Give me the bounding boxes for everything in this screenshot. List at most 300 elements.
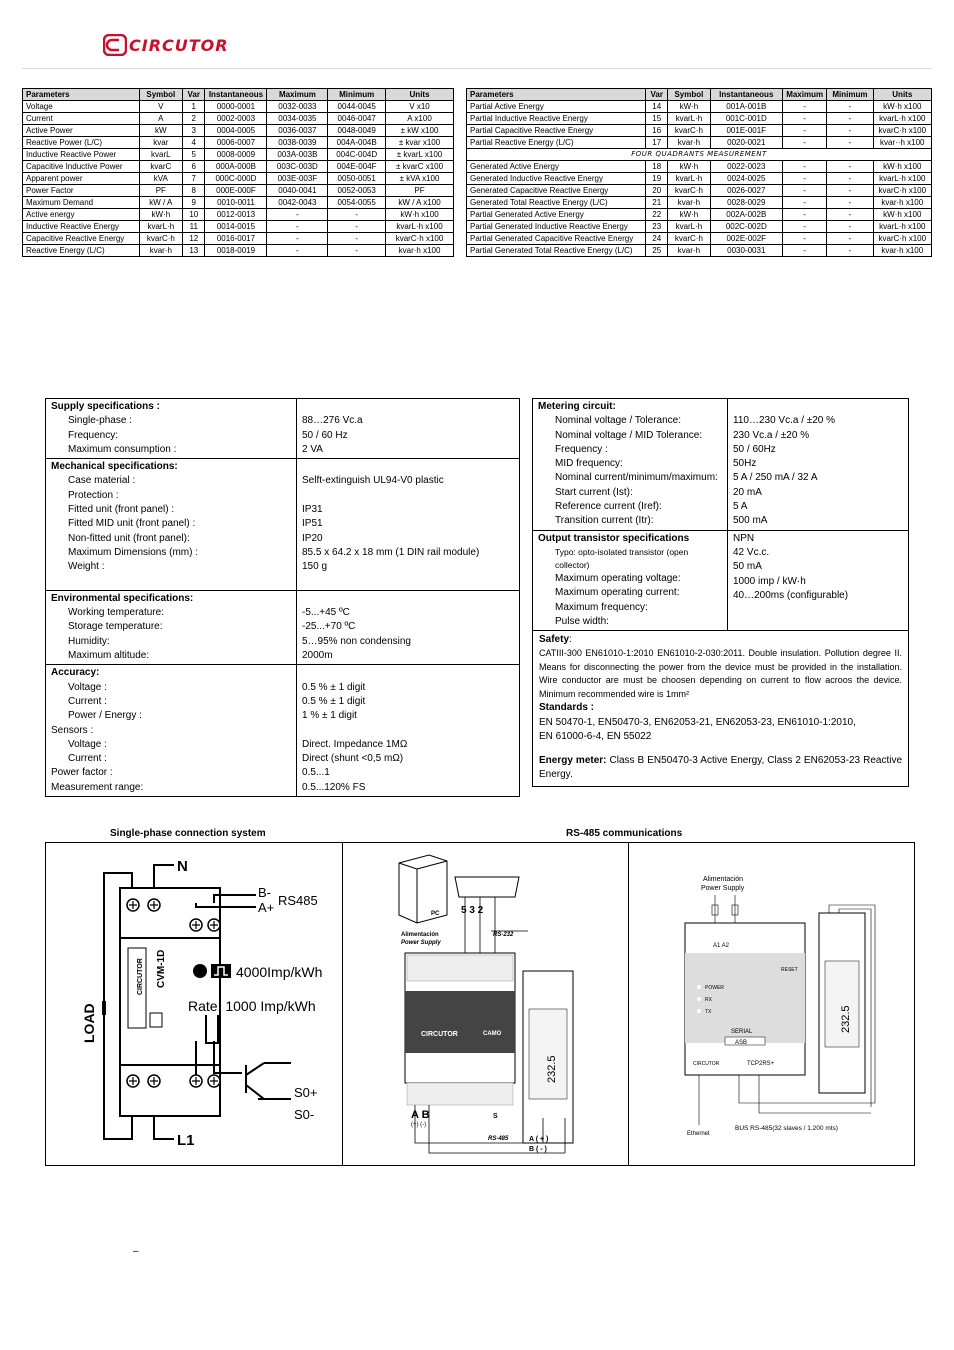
table-cell: A	[139, 113, 183, 125]
spec-value: 20 mA	[733, 486, 762, 498]
table-cell: Partial Reactive Energy (L/C)	[467, 137, 646, 149]
tcp-meter-reading: 232.5	[840, 1005, 852, 1033]
column-header: Minimum	[827, 89, 873, 101]
a-plus-label: A+	[258, 900, 275, 915]
table-cell: Active Power	[23, 125, 140, 137]
table-row	[467, 137, 932, 149]
tcp-model-label: TCP2RS+	[747, 1061, 775, 1067]
table-cell: -	[827, 137, 873, 149]
table-cell: kW / A	[139, 197, 183, 209]
table-cell: Partial Active Energy	[467, 101, 646, 113]
spec-value: 40…200ms (configurable)	[733, 589, 849, 601]
table-cell: 8	[183, 185, 205, 197]
table-row	[23, 161, 454, 173]
table-cell: -	[783, 137, 827, 149]
table-cell: ± kvarC x100	[386, 161, 454, 173]
table-cell: 0034-0035	[267, 113, 328, 125]
spec-labels	[46, 591, 296, 664]
table-cell: kW / A x100	[386, 197, 454, 209]
table-cell: 004C-004D	[328, 149, 386, 161]
spec-label: Nominal voltage / Tolerance:	[555, 415, 681, 427]
spec-value: 0.5...1	[302, 767, 330, 779]
column-header: Instantaneous	[710, 89, 782, 101]
safety-standards-section: Safety: CATIII-300 EN61010-1:2010 EN61010-2-030:2011. Double insulation. Pollution degree II. Means for disconnecting the power from the device must be provided in the installation. Wire conductor are must be choosen depending on current to flow acroos the device. Minimum recommended wire is 1mm² Standards : EN 50470-1, EN50470-3, EN62053-21, EN62053-23, EN61010-1:2010, EN 61000-6-4, EN 55022 Energy meter: Class B EN50470-3 Active Energy, Class 2 EN62053-23 Reactive Energy.	[539, 634, 903, 781]
table-row	[467, 101, 932, 113]
connection-diagrams	[45, 842, 915, 1166]
table-row	[23, 125, 454, 137]
table-cell: 3	[183, 125, 205, 137]
db9-pins-label: 5 3 2	[461, 905, 484, 916]
table-cell: -	[783, 125, 827, 137]
spec-label: Case material :	[68, 475, 136, 487]
column-header: Var	[646, 89, 668, 101]
meter-reading: 232.5	[546, 1055, 558, 1083]
table-cell: kW	[139, 125, 183, 137]
table-row	[23, 209, 454, 221]
table-cell: Maximum Demand	[23, 197, 140, 209]
spec-value: 5 A	[733, 501, 748, 513]
table-cell: 4	[183, 137, 205, 149]
table-row	[23, 221, 454, 233]
specifications-box-right	[532, 398, 909, 787]
table-cell: 003E-003F	[267, 173, 328, 185]
table-cell: -	[783, 161, 827, 173]
table-cell: 14	[646, 101, 668, 113]
table-cell: 2	[183, 113, 205, 125]
spec-label: Typo: opto-isolated transistor (open collector)	[555, 546, 689, 570]
table-cell: kvar·h	[668, 197, 710, 209]
imp-kwh-label: 4000Imp/kWh	[236, 964, 323, 980]
table-cell: 000A-000B	[205, 161, 267, 173]
table-cell: 15	[646, 113, 668, 125]
table-row	[467, 185, 932, 197]
spec-values	[296, 591, 519, 664]
ab-polarity-label: (+) (-)	[411, 1122, 427, 1128]
spec-label: Single-phase :	[68, 415, 132, 427]
table-cell: Partial Generated Total Reactive Energy (L/C)	[467, 245, 646, 257]
spec-value: 42 Vc.c.	[733, 546, 770, 558]
table-cell: Reactive Energy (L/C)	[23, 245, 140, 257]
spec-label: Start current (Ist):	[555, 486, 633, 498]
spec-values	[296, 665, 519, 796]
table-cell: 0044-0045	[328, 101, 386, 113]
metering-circuit-section	[533, 399, 908, 531]
spec-value: Direct (shunt <0,5 mΩ)	[302, 753, 404, 765]
header-divider	[22, 68, 932, 69]
table-cell: -	[783, 209, 827, 221]
column-header: Parameters	[23, 89, 140, 101]
footer-mark: –	[133, 1246, 139, 1257]
spec-label: MID frequency:	[555, 458, 623, 470]
table-cell: Apparent power	[23, 173, 140, 185]
supply-en-label: Power Supply	[401, 940, 441, 946]
standards-title: Standards :	[539, 702, 595, 714]
table-cell: kvarC·h	[668, 185, 710, 197]
ethernet-label: Ethernet	[687, 1131, 710, 1137]
spec-value: -5...+45 ºC	[302, 607, 350, 619]
table-cell: 7	[183, 173, 205, 185]
table-cell: -	[827, 245, 873, 257]
table-cell: -	[783, 233, 827, 245]
s-terminal-label: S	[493, 1113, 498, 1120]
table-row	[23, 245, 454, 257]
spec-value: IP20	[302, 532, 323, 544]
power-led-label: POWER	[705, 985, 724, 991]
asb-label: ASB	[735, 1040, 748, 1046]
load-symbol	[102, 1001, 106, 1015]
spec-value: 150 g	[302, 561, 328, 573]
spec-value: 0.5 % ± 1 digit	[302, 681, 366, 693]
rs485-bus-label: RS-485	[488, 1136, 509, 1142]
spec-value: NPN	[733, 532, 755, 544]
spec-value: 110…230 Vc.a / ±20 %	[733, 415, 836, 427]
spec-value: 2000m	[302, 650, 333, 662]
table-cell: -	[328, 233, 386, 245]
table-row	[23, 197, 454, 209]
table-cell: -	[267, 209, 328, 221]
table-cell: Generated Capacitive Reactive Energy	[467, 185, 646, 197]
table-cell: 24	[646, 233, 668, 245]
spec-section-title: Mechanical specifications:	[51, 461, 178, 473]
table-cell: 18	[646, 161, 668, 173]
table-cell: -	[827, 221, 873, 233]
table-row	[23, 173, 454, 185]
spec-values	[296, 459, 519, 590]
table-cell: 002C-002D	[710, 221, 782, 233]
table-cell: 0018-0019	[205, 245, 267, 257]
table-cell: kvarL·h	[139, 221, 183, 233]
rs232-label: RS-232	[493, 932, 514, 938]
spec-values	[296, 399, 519, 458]
table-cell: kW·h x100	[873, 101, 931, 113]
spec-label: Maximum altitude:	[68, 650, 150, 662]
table-cell: 12	[183, 233, 205, 245]
table-cell: 11	[183, 221, 205, 233]
table-cell: 0024-0025	[710, 173, 782, 185]
spec-value: IP31	[302, 504, 323, 516]
section-row	[467, 149, 932, 161]
spec-label: Transition current (Itr):	[555, 515, 654, 527]
spec-label: Fitted MID unit (front panel) :	[68, 518, 196, 530]
rs485-bus-capacity-label: BUS RS-485(32 slaves / 1.200 mts)	[735, 1125, 838, 1132]
table-cell: 0016-0017	[205, 233, 267, 245]
table-cell: 002A-002B	[710, 209, 782, 221]
table-cell: 0008-0009	[205, 149, 267, 161]
table-cell: Capacitive Inductive Power	[23, 161, 140, 173]
specifications-box-left	[45, 398, 520, 797]
table-cell: 19	[646, 173, 668, 185]
table-cell: ± kvar x100	[386, 137, 454, 149]
table-cell: -	[827, 185, 873, 197]
table-cell: 0020-0021	[710, 137, 782, 149]
table-cell: 0046-0047	[328, 113, 386, 125]
table-row	[23, 185, 454, 197]
spec-section-accuracy	[46, 665, 519, 796]
spec-label: Fitted unit (front panel) :	[68, 504, 175, 516]
table-cell: 0004-0005	[205, 125, 267, 137]
table-cell: PF	[386, 185, 454, 197]
spec-label: Sensors :	[51, 724, 94, 736]
spec-value: 5…95% non condensing	[302, 635, 411, 647]
pc-icon	[399, 855, 447, 923]
table-cell: ± kW x100	[386, 125, 454, 137]
table-cell: Partial Generated Active Energy	[467, 209, 646, 221]
table-cell: kvar·h	[668, 245, 710, 257]
spec-value: 2 VA	[302, 443, 323, 455]
table-cell: -	[267, 245, 328, 257]
table-cell: Active energy	[23, 209, 140, 221]
table-cell: kvarC·h x100	[873, 185, 931, 197]
table-cell: -	[783, 101, 827, 113]
table-cell: 0022-0023	[710, 161, 782, 173]
table-cell: -	[783, 173, 827, 185]
table-cell: kvarL·h x100	[386, 221, 454, 233]
spec-label	[51, 575, 291, 589]
table-cell: -	[328, 221, 386, 233]
spec-labels	[533, 531, 727, 630]
table-cell: kvarL·h x100	[873, 221, 931, 233]
logo-wordmark: CIRCUTOR	[129, 36, 229, 55]
ab-terminal-label: A B	[411, 1109, 430, 1121]
spec-section-title: Metering circuit:	[538, 401, 616, 412]
spec-label: Weight :	[68, 561, 105, 573]
s0-minus-label: S0-	[294, 1107, 315, 1122]
table-cell: 0050-0051	[328, 173, 386, 185]
b-minus-bus-label: B ( - )	[529, 1146, 547, 1153]
spec-label: Current :	[68, 695, 107, 707]
table-cell: 23	[646, 221, 668, 233]
pc-label: PC	[431, 911, 440, 917]
spec-label: Current :	[68, 753, 107, 765]
spec-value: 85.5 x 64.2 x 18 mm (1 DIN rail module)	[302, 546, 480, 558]
n-label: N	[177, 858, 188, 875]
converter-brand-label: CIRCUTOR	[421, 1031, 458, 1038]
table-cell: -	[827, 233, 873, 245]
spec-label: Non-fitted unit (front panel):	[68, 532, 190, 544]
circutor-logo	[103, 32, 228, 60]
tcp2rs-converter-diagram	[629, 843, 915, 1165]
spec-section-title: Environmental specifications:	[51, 592, 194, 604]
table-cell: -	[783, 221, 827, 233]
table-row	[467, 125, 932, 137]
spec-value: 5 A / 250 mA / 32 A	[733, 472, 818, 484]
table-cell: 1	[183, 101, 205, 113]
table-cell: kvarL·h	[668, 173, 710, 185]
spec-value: -25...+70 ºC	[302, 621, 356, 633]
spec-label: Measurement range:	[51, 781, 144, 793]
spec-value: 500 mA	[733, 515, 768, 527]
table-cell: 0038-0039	[267, 137, 328, 149]
spec-label: Power factor :	[51, 767, 113, 779]
table-cell: Generated Inductive Reactive Energy	[467, 173, 646, 185]
table-row	[467, 113, 932, 125]
table-cell: 002E-002F	[710, 233, 782, 245]
table-cell: 20	[646, 185, 668, 197]
spec-label: Working temperature:	[68, 607, 164, 619]
table-cell: kvar	[139, 137, 183, 149]
tcp-supply-es-label: Alimentación	[703, 876, 744, 883]
table-row	[467, 161, 932, 173]
spec-value	[302, 400, 514, 414]
table-cell: 9	[183, 197, 205, 209]
table-cell: -	[827, 113, 873, 125]
table-cell: Power Factor	[23, 185, 140, 197]
table-cell: Voltage	[23, 101, 140, 113]
table-cell: kvarC·h	[139, 233, 183, 245]
table-cell: 25	[646, 245, 668, 257]
spec-label: Maximum operating current:	[555, 587, 680, 599]
circutor-logo-icon	[103, 34, 127, 56]
modbus-registers-table-left	[22, 88, 454, 257]
spec-section-mechanical	[46, 459, 519, 591]
table-cell: 0006-0007	[205, 137, 267, 149]
table-cell: Inductive Reactive Energy	[23, 221, 140, 233]
table-cell: kvar·h x100	[873, 245, 931, 257]
table-row	[467, 197, 932, 209]
spec-label: Maximum frequency:	[555, 601, 648, 613]
table-cell: Partial Inductive Reactive Energy	[467, 113, 646, 125]
table-cell: -	[827, 101, 873, 113]
table-cell: 0036-0037	[267, 125, 328, 137]
table-cell: 0002-0003	[205, 113, 267, 125]
spec-value: 88…276 Vc.a	[302, 415, 363, 427]
rs485-communications-title: RS-485 communications	[566, 828, 683, 839]
rs485-label: RS485	[278, 893, 318, 908]
column-header: Var	[183, 89, 205, 101]
table-row	[23, 233, 454, 245]
table-cell: Inductive Reactive Power	[23, 149, 140, 161]
table-row	[467, 173, 932, 185]
column-header: Instantaneous	[205, 89, 267, 101]
table-row	[467, 245, 932, 257]
table-cell: Partial Capacitive Reactive Energy	[467, 125, 646, 137]
single-phase-connection-title: Single-phase connection system	[110, 828, 266, 839]
table-cell: -	[827, 209, 873, 221]
standards-line-1: EN 50470-1, EN50470-3, EN62053-21, EN62053-23, EN61010-1:2010,	[539, 716, 856, 728]
converter-model-label: CAMO	[483, 1031, 502, 1037]
table-cell: 17	[646, 137, 668, 149]
energy-meter-text: Class B EN50470-3 Active Energy, Class 2 EN62053-23 Reactive Energy.	[539, 755, 903, 781]
spec-value	[302, 575, 514, 589]
table-cell: kW·h x100	[873, 209, 931, 221]
single-phase-wiring-diagram	[46, 843, 342, 1165]
spec-value	[302, 666, 514, 680]
safety-text: CATIII-300 EN61010-1:2010 EN61010-2-030:2011. Double insulation. Pollution degree II. Means for disconnecting the power from the device must be provided in the installation. Wire conductor are must be choosen depending on current to flow acroos the device. Minimum recommended wire is 1mm²	[539, 648, 902, 699]
spec-label: Maximum Dimensions (mm) :	[68, 546, 199, 558]
table-cell: 0052-0053	[328, 185, 386, 197]
spec-label: Storage temperature:	[68, 621, 163, 633]
spec-section-title: Output transistor specifications	[538, 532, 690, 544]
table-cell: kvarC·h x100	[386, 233, 454, 245]
spec-values	[727, 399, 908, 530]
table-cell: kvarC·h x100	[873, 233, 931, 245]
s0-plus-label: S0+	[294, 1085, 318, 1100]
spec-section-environmental	[46, 591, 519, 665]
table-cell: Reactive Power (L/C)	[23, 137, 140, 149]
spec-value	[302, 489, 514, 503]
spec-value	[733, 400, 903, 414]
table-cell: 0040-0041	[267, 185, 328, 197]
spec-value: 0.5...120% FS	[302, 781, 366, 793]
spec-value: IP51	[302, 518, 323, 530]
spec-value: 50 / 60 Hz	[302, 429, 348, 441]
table-cell: ± kVA x100	[386, 173, 454, 185]
column-header: Maximum	[267, 89, 328, 101]
spec-value: 1 % ± 1 digit	[302, 710, 357, 722]
table-cell: 0014-0015	[205, 221, 267, 233]
table-row	[467, 233, 932, 245]
spec-label: Reference current (Iref):	[555, 501, 662, 513]
table-cell: Current	[23, 113, 140, 125]
spec-section-title: Supply specifications :	[51, 401, 160, 412]
spec-label: Frequency :	[555, 443, 608, 455]
table-cell: 003A-003B	[267, 149, 328, 161]
tcp-supply-en-label: Power Supply	[701, 885, 745, 892]
four-quadrants-section-label: FOUR QUADRANTS MEASUREMENT	[467, 149, 932, 161]
table-cell: 0012-0013	[205, 209, 267, 221]
table-row	[467, 221, 932, 233]
table-cell: -	[827, 125, 873, 137]
column-header: Units	[386, 89, 454, 101]
table-row	[23, 101, 454, 113]
spec-labels	[533, 399, 727, 530]
table-cell: -	[783, 113, 827, 125]
table-cell: -	[267, 233, 328, 245]
table-row	[23, 113, 454, 125]
column-header: Symbol	[139, 89, 183, 101]
spec-labels	[46, 399, 296, 458]
standards-line-2: EN 61000-6-4, EN 55022	[539, 731, 652, 743]
table-cell: 22	[646, 209, 668, 221]
rate-label: Rate: 1000 Imp/kWh	[188, 998, 316, 1014]
table-cell: kvar·h x100	[386, 245, 454, 257]
table-cell: A x100	[386, 113, 454, 125]
table-cell: -	[827, 161, 873, 173]
table-cell: ± kvarL x100	[386, 149, 454, 161]
rs232-converter-diagram	[343, 843, 628, 1165]
table-cell: 6	[183, 161, 205, 173]
safety-title: Safety	[539, 634, 570, 646]
spec-label: Maximum consumption :	[68, 443, 177, 455]
tx-led-label: TX	[705, 1009, 712, 1015]
table-cell: kvarL·h x100	[873, 113, 931, 125]
serial-label: SERIAL	[731, 1029, 753, 1035]
meter-model-label: CVM-1D	[156, 949, 167, 988]
spec-section-title: Accuracy:	[51, 667, 100, 679]
table-cell: Capacitive Reactive Energy	[23, 233, 140, 245]
table-cell: 001A-001B	[710, 101, 782, 113]
table-cell: kvar·h	[668, 137, 710, 149]
table-cell: 001E-001F	[710, 125, 782, 137]
table-cell: 0030-0031	[710, 245, 782, 257]
table-cell: 000C-000D	[205, 173, 267, 185]
table-cell: kvar·h	[139, 245, 183, 257]
table-cell: -	[783, 197, 827, 209]
table-cell: kVA	[139, 173, 183, 185]
table-cell: -	[328, 245, 386, 257]
supply-es-label: Alimentación	[401, 932, 439, 938]
table-cell: V	[139, 101, 183, 113]
table-cell: -	[827, 197, 873, 209]
spec-value: 230 Vc.a / ±20 %	[733, 429, 810, 441]
l1-label: L1	[177, 1132, 195, 1149]
column-header: Symbol	[668, 89, 710, 101]
rx-led-label: RX	[705, 997, 712, 1003]
b-minus-label: B-	[258, 885, 271, 900]
table-cell: Generated Active Energy	[467, 161, 646, 173]
column-header: Units	[873, 89, 931, 101]
spec-value: Direct. Impedance 1MΩ	[302, 738, 408, 750]
